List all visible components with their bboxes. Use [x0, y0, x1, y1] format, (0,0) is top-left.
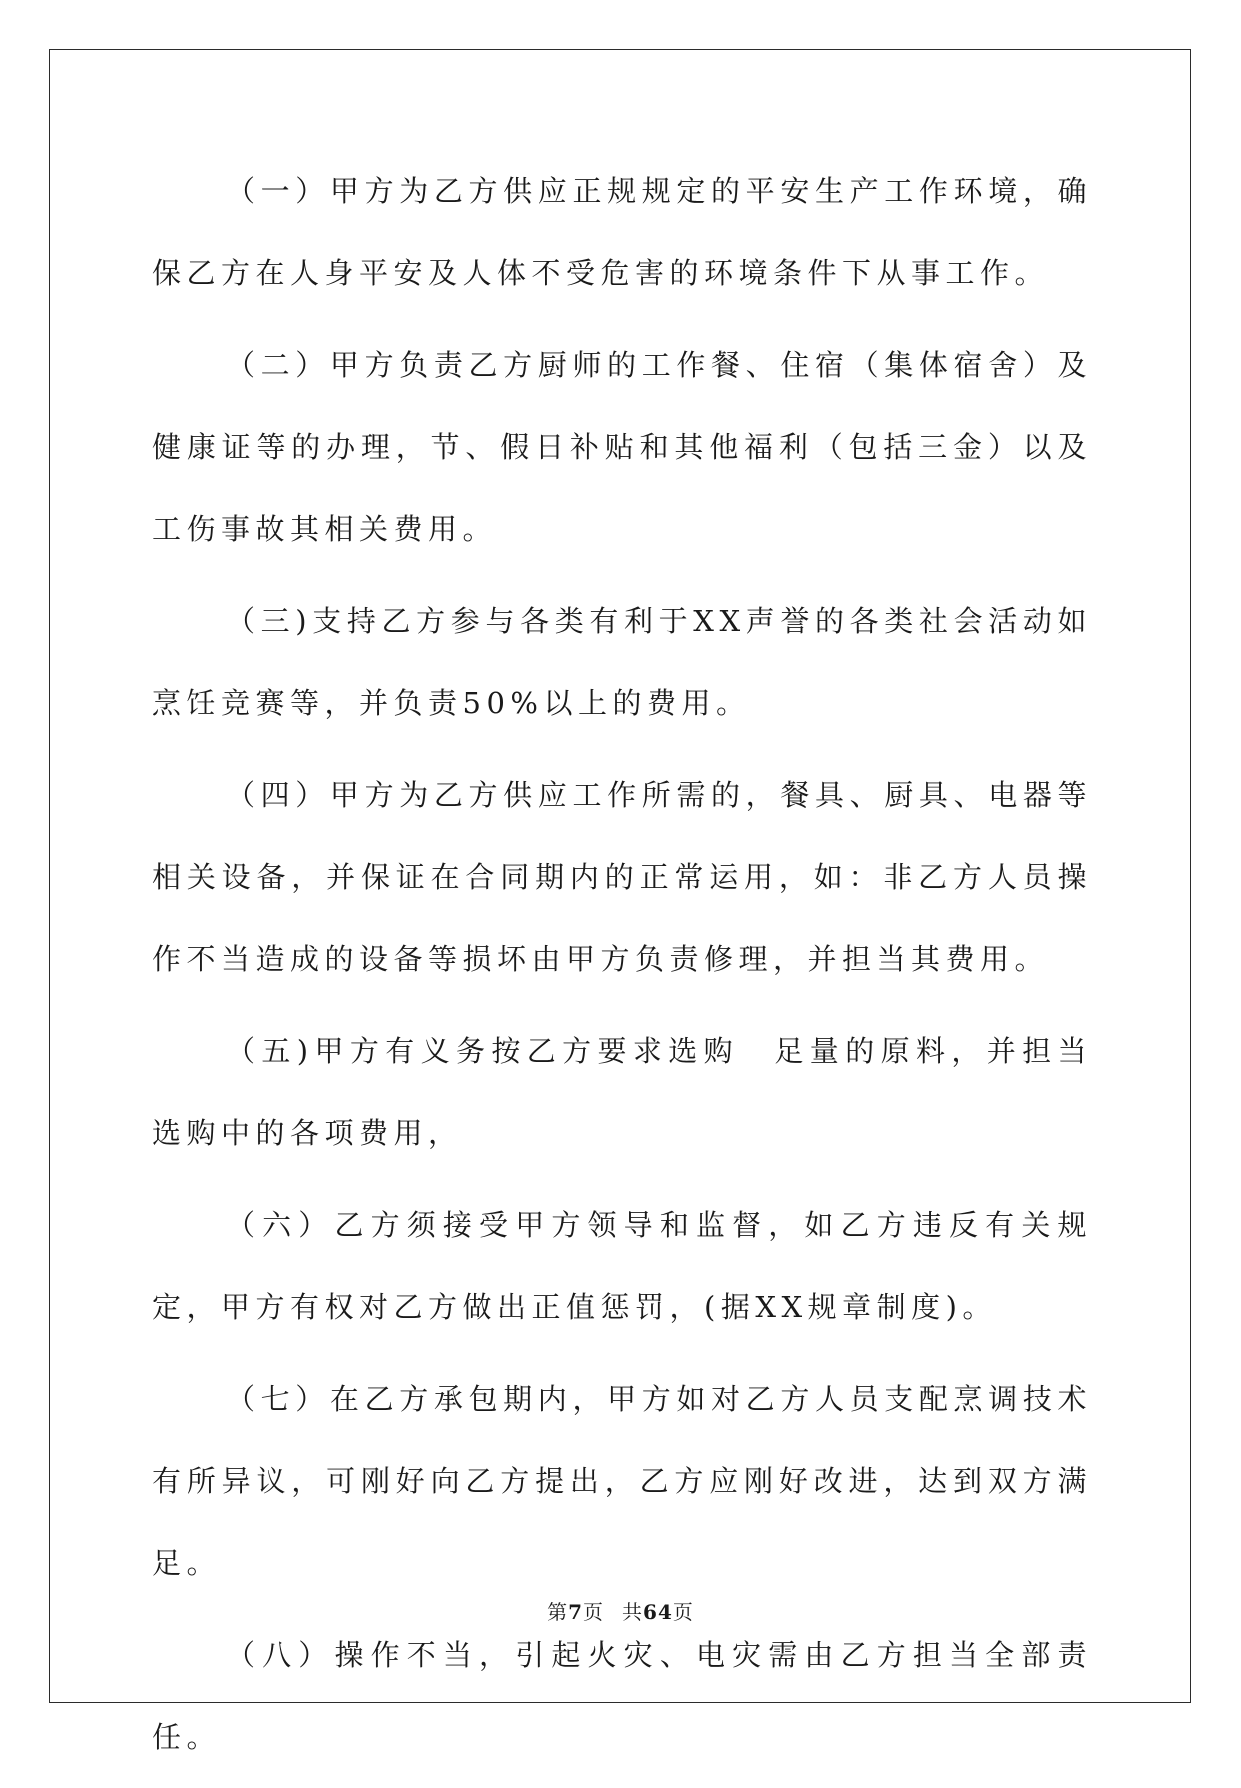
clause-4: （四）甲方为乙方供应工作所需的，餐具、厨具、电器等相关设备，并保证在合同期内的正常运用，如：非乙方人员操作不当造成的设备等损坏由甲方负责修理，并担当其费用。 [152, 778, 1092, 976]
page-footer [0, 1596, 1241, 1625]
total-suffix: 页 [672, 1600, 694, 1624]
document-body [152, 150, 1092, 1788]
clause-6: （六）乙方须接受甲方领导和监督，如乙方违反有关规定，甲方有权对乙方做出正值惩罚，(据XX规章制度)。 [152, 1208, 1092, 1324]
page-number: 7 [568, 1600, 584, 1624]
clause-5: （五)甲方有义务按乙方要求选购 足量的原料，并担当选购中的各项费用， [152, 1034, 1092, 1150]
clause-3: （三)支持乙方参与各类有利于XX声誉的各类社会活动如烹饪竞赛等，并负责50%以上的费用。 [152, 604, 1092, 720]
total-pages: 64 [643, 1600, 673, 1624]
clause-2: （二）甲方负责乙方厨师的工作餐、住宿（集体宿舍）及健康证等的办理，节、假日补贴和其他福利（包括三金）以及工伤事故其相关费用。 [152, 348, 1092, 546]
page-suffix: 页 [583, 1600, 605, 1624]
page-prefix: 第 [547, 1600, 569, 1624]
clause-7: （七）在乙方承包期内，甲方如对乙方人员支配烹调技术有所异议，可刚好向乙方提出，乙方应刚好改进，达到双方满足。 [152, 1382, 1092, 1580]
total-prefix: 共 [622, 1600, 644, 1624]
clause-1: （一）甲方为乙方供应正规规定的平安生产工作环境，确保乙方在人身平安及人体不受危害的环境条件下从事工作。 [152, 174, 1092, 290]
clause-8: （八）操作不当，引起火灾、电灾需由乙方担当全部责任。 [152, 1638, 1092, 1754]
